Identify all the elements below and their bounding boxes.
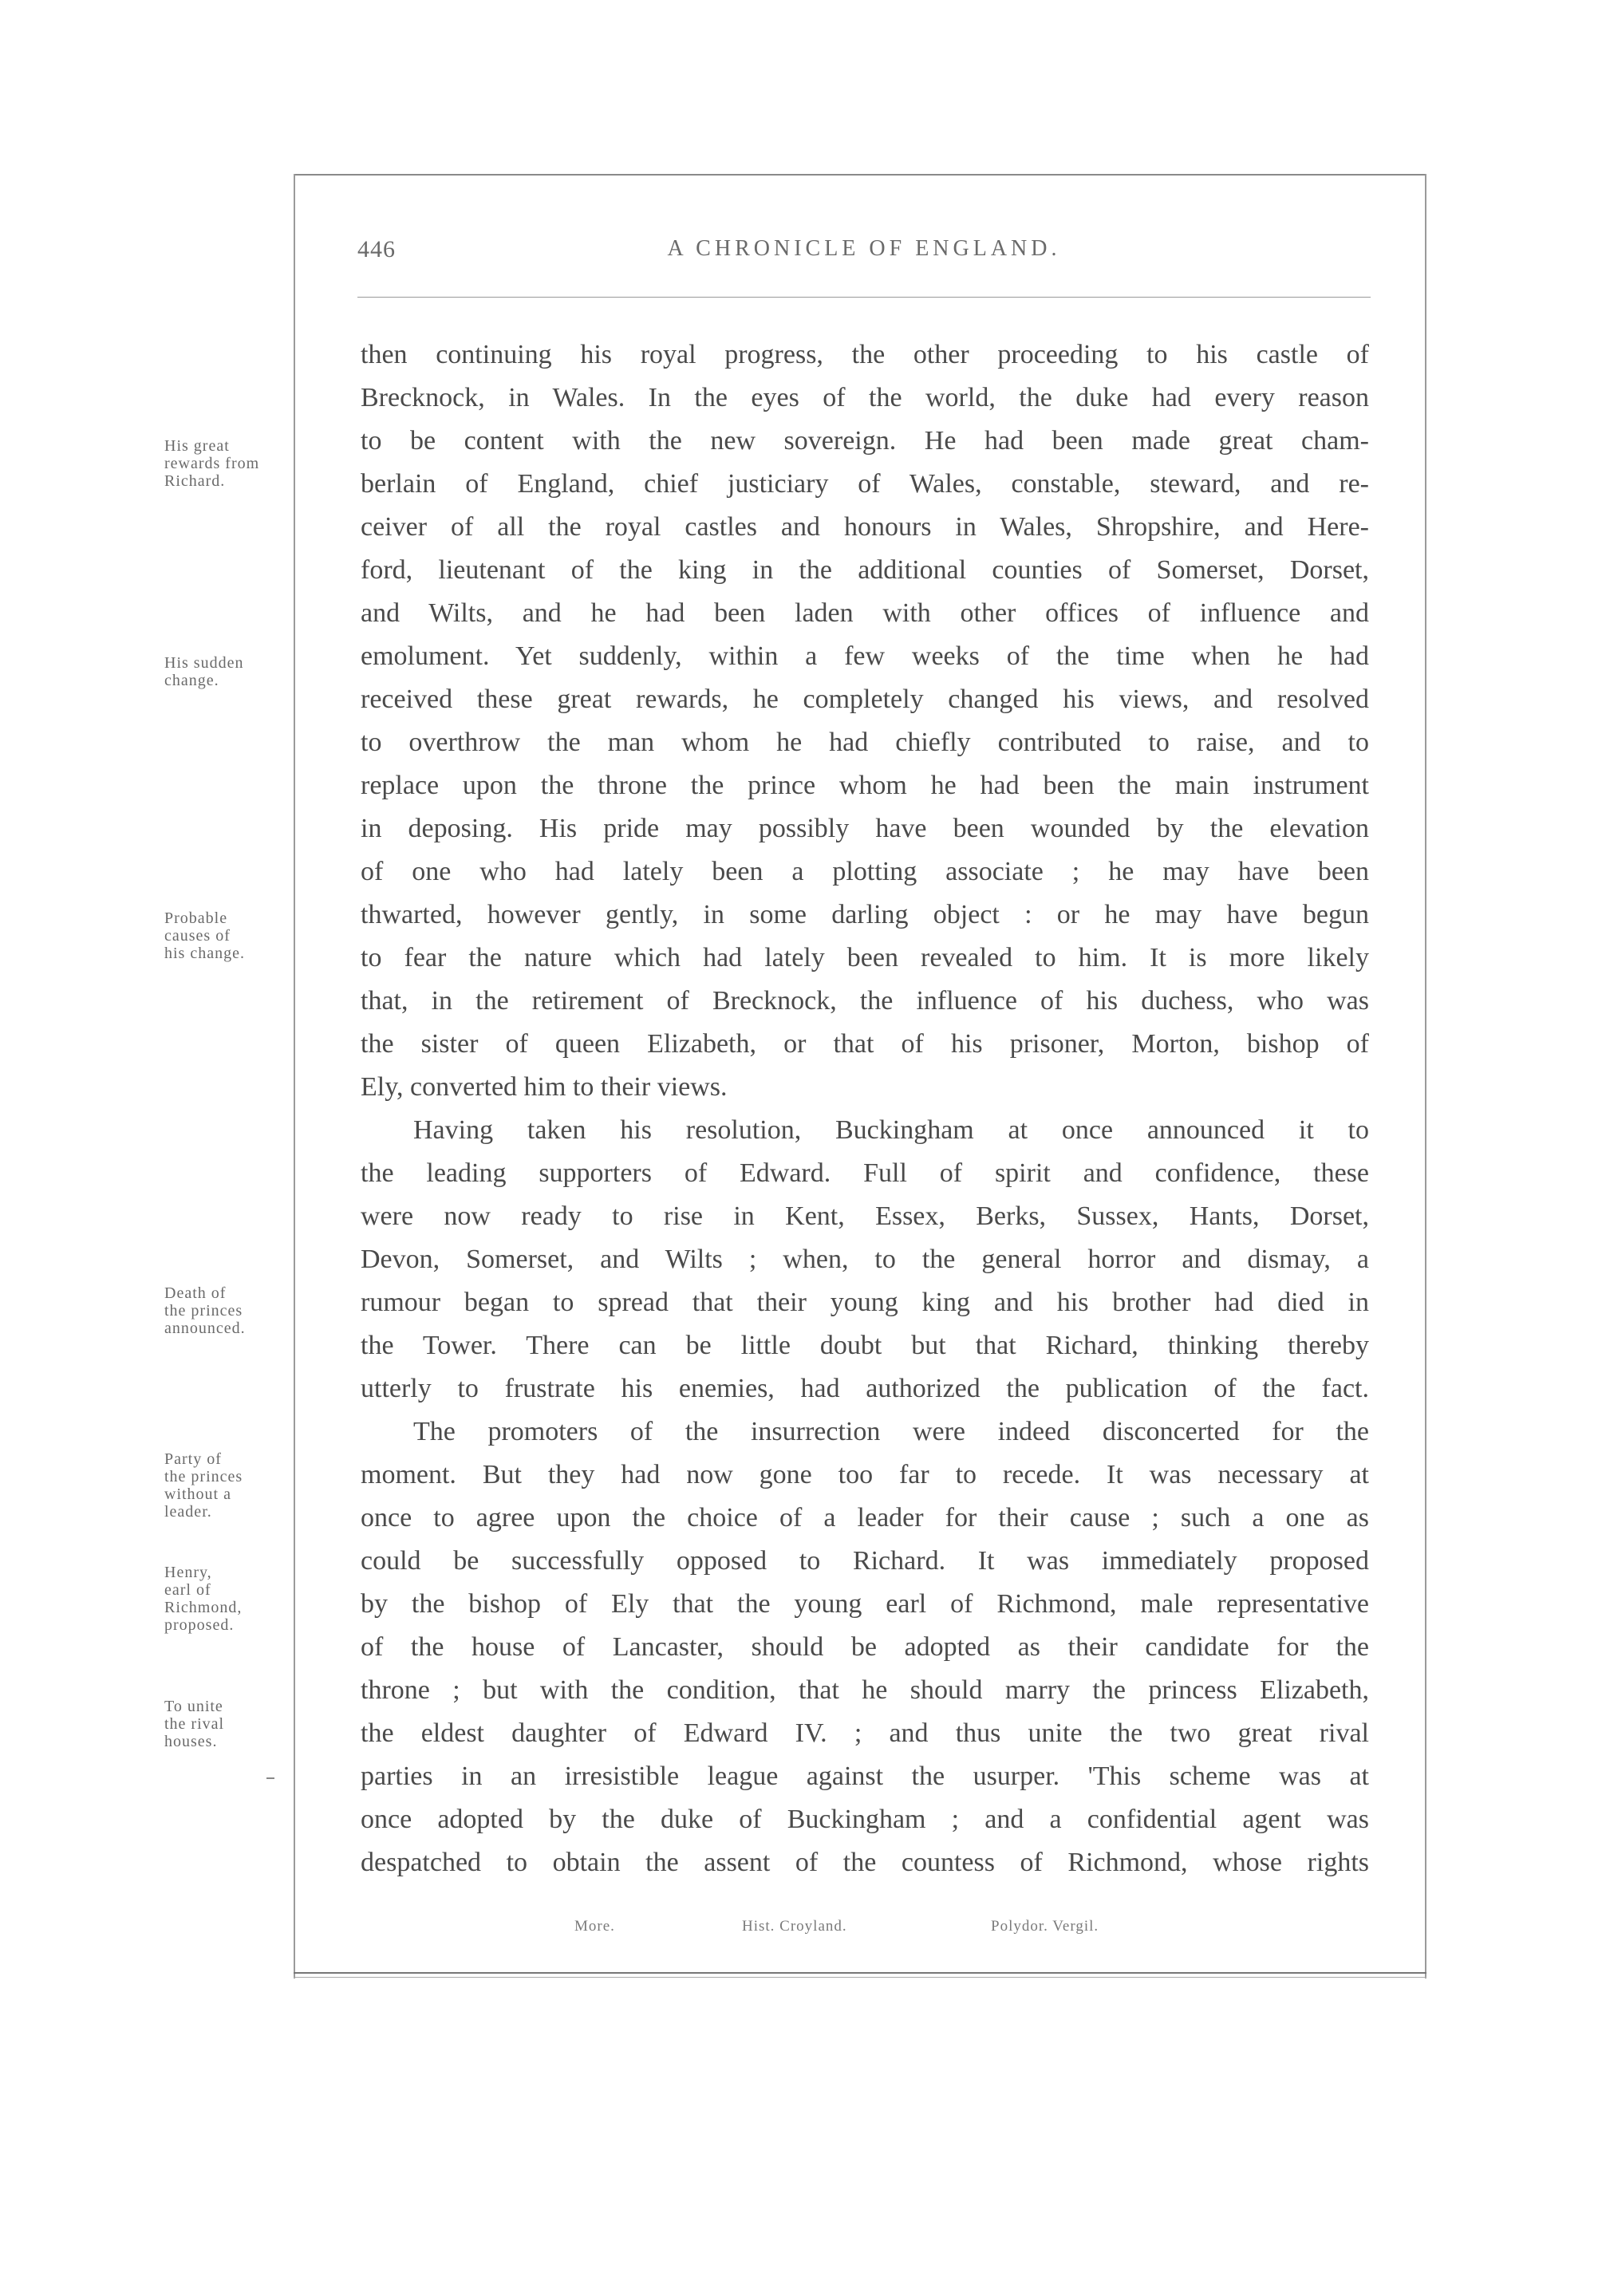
body-line: the eldest daughter of Edward IV. ; and thus unite the two great rival [361, 1718, 1369, 1748]
body-line: thwarted, however gently, in some darling object : or he may have begun [361, 900, 1369, 929]
sidenote-line: causes of [164, 927, 231, 945]
sidenote-party-of-princes [164, 1450, 308, 1521]
body-line: the sister of queen Elizabeth, or that of his prisoner, Morton, bishop of [361, 1029, 1369, 1059]
sidenote-henry-richmond [164, 1564, 308, 1634]
body-line: in deposing. His pride may possibly have been wounded by the elevation [361, 814, 1369, 843]
margin-dash-mark [266, 1777, 274, 1779]
frame-bottom-shadow-rule [294, 1977, 1426, 1978]
body-line: utterly to frustrate his enemies, had authorized the publication of the fact. [361, 1374, 1369, 1403]
sidenote-probable-causes [164, 909, 308, 962]
body-text [361, 333, 1369, 1884]
sidenote-line: houses. [164, 1733, 218, 1750]
sidenote-unite-houses [164, 1698, 308, 1750]
body-line: could be successfully opposed to Richard. It was immediately proposed [361, 1546, 1369, 1576]
body-line: ford, lieutenant of the king in the additional counties of Somerset, Dorset, [361, 555, 1369, 585]
body-line: to overthrow the man whom he had chiefly contributed to raise, and to [361, 728, 1369, 757]
sidenote-line: without a [164, 1485, 231, 1503]
citation-hist-croyland: Hist. Croyland. [742, 1918, 847, 1935]
sidenote-line: his change. [164, 945, 245, 962]
body-line: berlain of England, chief justiciary of Wales, constable, steward, and re- [361, 469, 1369, 499]
body-line: emolument. Yet suddenly, within a few weeks of the time when he had [361, 641, 1369, 671]
body-line: once adopted by the duke of Buckingham ; and a confidential agent was [361, 1805, 1369, 1834]
header-rule [357, 297, 1371, 298]
sidenote-line: Henry, [164, 1564, 212, 1581]
body-line: despatched to obtain the assent of the countess of Richmond, whose rights [361, 1848, 1369, 1877]
sidenote-line: Party of [164, 1450, 222, 1468]
body-line: to be content with the new sovereign. He had been made great cham- [361, 426, 1369, 456]
sidenote-line: Richard. [164, 472, 226, 490]
sidenote-line: To unite [164, 1698, 223, 1715]
body-line: the Tower. There can be little doubt but that Richard, thinking thereby [361, 1331, 1369, 1360]
sidenote-line: proposed. [164, 1616, 235, 1634]
body-line: ceiver of all the royal castles and honours in Wales, Shropshire, and Here- [361, 512, 1369, 542]
body-line: The promoters of the insurrection were indeed disconcerted for the [413, 1417, 1369, 1446]
frame-bottom-rule [294, 1972, 1426, 1974]
sidenote-death-of-princes [164, 1284, 308, 1337]
sidenote-line: announced. [164, 1320, 246, 1337]
body-line: Devon, Somerset, and Wilts ; when, to the general horror and dismay, a [361, 1245, 1369, 1274]
running-head [357, 236, 1371, 268]
body-line: replace upon the throne the prince whom he had been the main instrument [361, 771, 1369, 800]
body-line: Brecknock, in Wales. In the eyes of the world, the duke had every reason [361, 383, 1369, 412]
sidenote-line: rewards from [164, 455, 260, 472]
body-line: by the bishop of Ely that the young earl of Richmond, male representative [361, 1589, 1369, 1619]
sidenote-rewards [164, 437, 308, 490]
sidenote-line: the rival [164, 1715, 225, 1733]
body-line: then continuing his royal progress, the other proceeding to his castle of [361, 340, 1369, 369]
body-line: throne ; but with the condition, that he should marry the princess Elizabeth, [361, 1675, 1369, 1705]
running-title: A CHRONICLE OF ENGLAND. [667, 236, 1061, 261]
citation-polydor-vergil: Polydor. Vergil. [991, 1918, 1099, 1935]
body-line: Having taken his resolution, Buckingham at once announced it to [413, 1115, 1369, 1145]
body-line: once to agree upon the choice of a leader for their cause ; such a one as [361, 1503, 1369, 1533]
body-line: the leading supporters of Edward. Full of spirit and confidence, these [361, 1158, 1369, 1188]
sidenote-line: leader. [164, 1503, 212, 1521]
sidenote-sudden-change [164, 654, 308, 689]
sidenote-line: change. [164, 672, 219, 689]
frame-top-rule [294, 174, 1426, 176]
source-citations [574, 1918, 1181, 1942]
body-line: that, in the retirement of Brecknock, the influence of his duchess, who was [361, 986, 1369, 1016]
sidenote-line: the princes [164, 1302, 243, 1320]
sidenote-line: the princes [164, 1468, 243, 1485]
body-line: moment. But they had now gone too far to recede. It was necessary at [361, 1460, 1369, 1489]
sidenote-line: Death of [164, 1284, 227, 1302]
body-line: to fear the nature which had lately been revealed to him. It is more likely [361, 943, 1369, 972]
body-line: were now ready to rise in Kent, Essex, Berks, Sussex, Hants, Dorset, [361, 1201, 1369, 1231]
sidenote-line: Richmond, [164, 1599, 243, 1616]
sidenote-line: earl of [164, 1581, 211, 1599]
page-number: 446 [357, 236, 396, 262]
body-line: and Wilts, and he had been laden with other offices of influence and [361, 598, 1369, 628]
body-line: of the house of Lancaster, should be adopted as their candidate for the [361, 1632, 1369, 1662]
frame-right-rule [1425, 174, 1426, 1978]
body-line: Ely, converted him to their views. [361, 1072, 728, 1102]
body-line: parties in an irresistible league against the usurper. 'This scheme was at [361, 1761, 1369, 1791]
sidenote-line: His great [164, 437, 230, 455]
body-line: rumour began to spread that their young king and his brother had died in [361, 1288, 1369, 1317]
sidenote-line: His sudden [164, 654, 244, 672]
citation-more: More. [574, 1918, 615, 1935]
sidenote-line: Probable [164, 909, 228, 927]
body-line: received these great rewards, he completely changed his views, and resolved [361, 684, 1369, 714]
body-line: of one who had lately been a plotting associate ; he may have been [361, 857, 1369, 886]
